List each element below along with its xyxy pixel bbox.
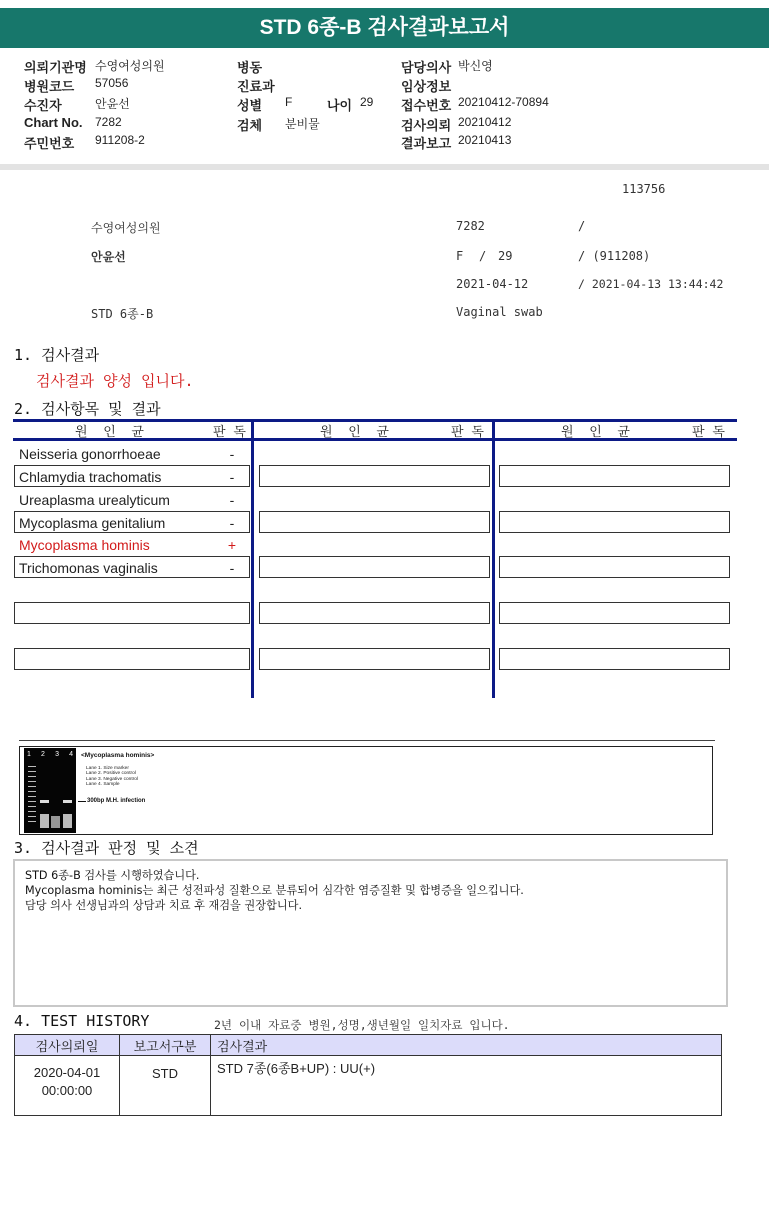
table-row xyxy=(15,1056,722,1116)
resident-no-value: 911208-2 xyxy=(95,133,145,147)
request-date-value: 20210412 xyxy=(458,115,512,129)
request-date-label: 검사의뢰 xyxy=(401,118,452,133)
history-time: 00:00:00 xyxy=(41,1083,93,1098)
doctor-value: 박신영 xyxy=(458,59,493,73)
result-statement: 검사결과 양성 입니다. xyxy=(36,372,194,390)
institution-label: 의뢰기관명 xyxy=(24,60,87,75)
organism-result: - xyxy=(229,469,235,485)
history-header: 검사결과 xyxy=(211,1035,722,1056)
organism-name: Mycoplasma genitalium xyxy=(19,515,166,531)
gel-image xyxy=(24,748,76,833)
cell-c2-r10 xyxy=(259,648,490,670)
cell-c1-r10 xyxy=(14,648,250,670)
gel-legend xyxy=(86,766,138,788)
table-divider-1 xyxy=(251,419,254,698)
summary-chart: 7282 xyxy=(456,219,485,233)
chart-no-value: 7282 xyxy=(95,115,122,129)
organism-result: - xyxy=(229,515,235,531)
col-header-result-1: 판 독 xyxy=(213,425,246,440)
hospital-code-value: 57056 xyxy=(95,76,129,90)
lane-number: 3 xyxy=(55,751,59,758)
history-header-row xyxy=(15,1035,722,1056)
cell-c2-r4 xyxy=(259,511,490,533)
col-header-result-2: 판 독 xyxy=(451,425,484,440)
gel-legend-item: Lane 3. Negative control xyxy=(86,776,138,782)
remarks-box xyxy=(13,859,728,1007)
history-date: 2020-04-01 xyxy=(33,1065,101,1080)
lane-number: 1 xyxy=(27,751,31,758)
history-date-cell xyxy=(15,1056,120,1116)
cell-c3-r10 xyxy=(499,648,730,670)
summary-specimen: Vaginal swab xyxy=(456,305,543,319)
receipt-no-value: 20210412-70894 xyxy=(458,95,549,109)
lane-number: 2 xyxy=(41,751,45,758)
cell-c3-r2 xyxy=(499,465,730,487)
organism-name: Ureaplasma urealyticum xyxy=(19,492,170,508)
organism-result: - xyxy=(229,446,235,462)
receipt-no-label: 접수번호 xyxy=(401,98,452,113)
summary-request-date: 2021-04-12 xyxy=(456,277,529,291)
remark-line: STD 6종-B 검사를 시행하였습니다. xyxy=(25,869,200,882)
organism-result: - xyxy=(229,492,235,508)
cell-c2-r2 xyxy=(259,465,490,487)
primer-smear xyxy=(40,814,49,828)
report-date-value: 20210413 xyxy=(458,133,512,147)
patient-label: 수진자 xyxy=(24,98,62,113)
doctor-label: 담당의사 xyxy=(401,60,452,75)
history-type: STD xyxy=(120,1056,211,1116)
gel-legend-item: Lane 2. Positive control xyxy=(86,771,136,777)
cell-c1-r8 xyxy=(14,602,250,624)
summary-institution: 수영여성의원 xyxy=(91,221,161,235)
history-result: STD 7종(6종B+UP) : UU(+) xyxy=(211,1056,722,1116)
summary-slash: / xyxy=(578,219,586,233)
organism-result-positive: + xyxy=(227,537,237,553)
ward-label: 병동 xyxy=(237,60,263,75)
col-header-organism-2: 원 인 균 xyxy=(320,425,389,440)
organism-name: Chlamydia trachomatis xyxy=(19,469,162,485)
history-table xyxy=(14,1034,722,1116)
gel-legend-item: Lane 4. Sample xyxy=(86,782,120,788)
section3-title: 3. 검사결과 판정 및 소견 xyxy=(14,839,199,857)
summary-sex-age-separator: / xyxy=(479,249,487,263)
specimen-label: 검체 xyxy=(237,118,263,133)
summary-code: 113756 xyxy=(622,182,666,196)
report-title: STD 6종-B 검사결과보고서 xyxy=(0,8,769,48)
summary-name: 안윤선 xyxy=(91,250,126,264)
organism-name-positive: Mycoplasma hominis xyxy=(19,537,150,553)
primer-smear xyxy=(63,814,72,828)
hospital-code-label: 병원코드 xyxy=(24,79,75,94)
history-header: 보고서구분 xyxy=(120,1035,211,1056)
sex-label: 성별 xyxy=(237,98,263,113)
sex-value: F xyxy=(285,95,293,109)
positive-control-band xyxy=(40,800,49,803)
chart-no-label: Chart No. xyxy=(24,115,83,130)
department-label: 진료과 xyxy=(237,79,275,94)
history-header: 검사의뢰일 xyxy=(15,1035,120,1056)
age-label: 나이 xyxy=(327,98,353,113)
primer-smear xyxy=(51,816,60,828)
section1-title: 1. 검사결과 xyxy=(14,346,100,364)
gel-top-rule xyxy=(19,740,715,741)
cell-c3-r8 xyxy=(499,602,730,624)
organism-name: Neisseria gonorrhoeae xyxy=(19,446,161,462)
table-divider-2 xyxy=(492,419,495,698)
marker-ladder xyxy=(28,766,36,824)
patient-value: 안윤선 xyxy=(95,97,130,111)
col-header-organism-1: 원 인 균 xyxy=(75,425,144,440)
age-value: 29 xyxy=(360,95,374,109)
gel-lane-numbers xyxy=(27,751,73,758)
remark-line: Mycoplasma hominis는 최근 성전파성 질환으로 분류되어 심각한 염증질환 및 합병증을 일으킵니다. xyxy=(25,884,524,897)
summary-birth: / (911208) xyxy=(578,249,651,263)
sample-band xyxy=(63,800,72,803)
cell-c2-r8 xyxy=(259,602,490,624)
cell-c3-r4 xyxy=(499,511,730,533)
organism-name: Trichomonas vaginalis xyxy=(19,560,158,576)
lane-number: 4 xyxy=(69,751,73,758)
resident-no-label: 주민번호 xyxy=(24,136,75,151)
gel-title: <Mycoplasma hominis> xyxy=(81,752,155,759)
history-note: 2년 이내 자료중 병원,성명,생년월일 일치자료 입니다. xyxy=(214,1018,510,1032)
remark-line: 담당 의사 선생님과의 상담과 치료 후 재검을 권장합니다. xyxy=(25,899,303,912)
section4-title: 4. TEST HISTORY xyxy=(14,1012,150,1030)
report-date-label: 결과보고 xyxy=(401,136,452,151)
arrow-left-icon xyxy=(78,801,86,802)
section2-title: 2. 검사항목 및 결과 xyxy=(14,400,161,418)
cell-c3-r6 xyxy=(499,556,730,578)
summary-sex: F xyxy=(456,249,464,263)
summary-test: STD 6종-B xyxy=(91,307,154,321)
organism-result: - xyxy=(229,560,235,576)
gel-legend-item: Lane 1. Size marker xyxy=(86,766,129,771)
col-header-organism-3: 원 인 균 xyxy=(561,425,630,440)
summary-report-datetime: / 2021-04-13 13:44:42 xyxy=(578,277,724,291)
gel-image-frame xyxy=(19,746,713,835)
col-header-result-3: 판 독 xyxy=(692,425,725,440)
institution-value: 수영여성의원 xyxy=(95,59,165,73)
cell-c2-r6 xyxy=(259,556,490,578)
specimen-value: 분비물 xyxy=(285,117,320,131)
clinical-info-label: 임상정보 xyxy=(401,79,452,94)
header-separator xyxy=(0,164,769,170)
gel-arrow-label: 300bp M.H. infection xyxy=(87,798,146,804)
summary-age: 29 xyxy=(498,249,513,263)
